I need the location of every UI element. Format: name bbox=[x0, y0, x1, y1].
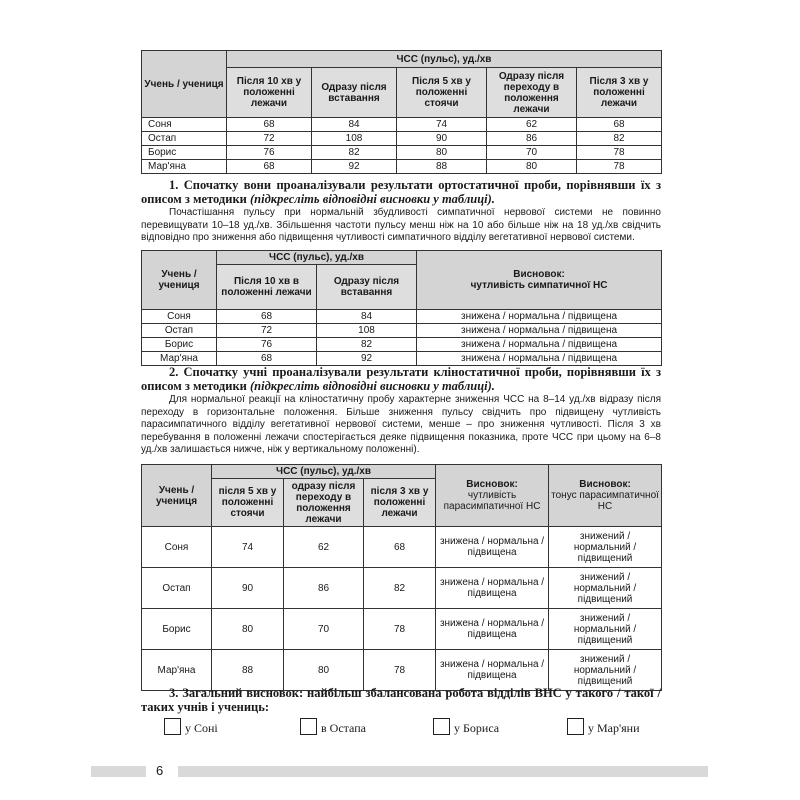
table-row bbox=[142, 118, 662, 132]
cell: 74 bbox=[212, 527, 284, 568]
footer-bar-right bbox=[178, 766, 708, 777]
heart-rate-group-header: ЧСС (пульс), уд./хв bbox=[212, 465, 436, 479]
student-name: Мар'яна bbox=[142, 352, 217, 366]
cell: 68 bbox=[364, 527, 436, 568]
cell: 80 bbox=[397, 146, 487, 160]
checkbox-icon[interactable] bbox=[300, 718, 317, 735]
table-orthostatic-conclusion bbox=[141, 250, 662, 366]
cell: 86 bbox=[284, 568, 364, 609]
sensitivity-options[interactable]: знижена / нормальна / підвищена bbox=[436, 568, 549, 609]
column-header: Одразу після вставання bbox=[317, 265, 417, 310]
cell: 72 bbox=[227, 132, 312, 146]
student-name: Мар'яна bbox=[142, 160, 227, 174]
column-header: Після 5 хв у положенні стоячи bbox=[397, 68, 487, 118]
sensitivity-options[interactable]: знижена / нормальна / підвищена bbox=[436, 650, 549, 691]
student-name: Борис bbox=[142, 146, 227, 160]
cell: 62 bbox=[487, 118, 577, 132]
cell: 68 bbox=[227, 118, 312, 132]
task-1-instruction bbox=[141, 178, 661, 206]
tone-options[interactable]: знижений / нормальний / підвищений bbox=[549, 568, 662, 609]
column-header: Одразу після переходу в положення лежачи bbox=[487, 68, 577, 118]
cell: 108 bbox=[317, 324, 417, 338]
tone-options[interactable]: знижений / нормальний / підвищений bbox=[549, 609, 662, 650]
heart-rate-group-header: ЧСС (пульс), уд./хв bbox=[217, 251, 417, 265]
page-number: 6 bbox=[156, 763, 164, 778]
table-row bbox=[142, 146, 662, 160]
student-name: Соня bbox=[142, 118, 227, 132]
column-header: Одразу після вставання bbox=[312, 68, 397, 118]
cell: 86 bbox=[487, 132, 577, 146]
conclusion-subtitle: чутливість симпатичної НС bbox=[470, 280, 608, 291]
conclusion-1-subtitle: чутливість парасимпатичної НС bbox=[443, 490, 541, 512]
cell: 90 bbox=[397, 132, 487, 146]
column-header: одразу після переходу в положення лежачи bbox=[284, 479, 364, 527]
conclusion-options[interactable]: знижена / нормальна / підвищена bbox=[417, 352, 662, 366]
cell: 62 bbox=[284, 527, 364, 568]
cell: 78 bbox=[364, 609, 436, 650]
cell: 92 bbox=[317, 352, 417, 366]
student-name: Соня bbox=[142, 527, 212, 568]
cell: 82 bbox=[364, 568, 436, 609]
cell: 78 bbox=[577, 146, 662, 160]
option-borys[interactable] bbox=[433, 718, 499, 736]
option-label: в Остапа bbox=[321, 721, 366, 735]
cell: 80 bbox=[212, 609, 284, 650]
option-mariana[interactable] bbox=[567, 718, 640, 736]
column-header: після 3 хв у положенні лежачи bbox=[364, 479, 436, 527]
task-1-text: 1. Спочатку вони проаналізували результати ортостатичної проби, порівнявши їх з описом з методики bbox=[141, 178, 661, 206]
table-row bbox=[142, 352, 662, 366]
table-row bbox=[142, 310, 662, 324]
task-2-text: 2. Спочатку учні проаналізували результати кліностатичної проби, порівнявши їх з описом з методики bbox=[141, 365, 661, 393]
cell: 88 bbox=[397, 160, 487, 174]
cell: 88 bbox=[212, 650, 284, 691]
student-header: Учень / учениця bbox=[142, 465, 212, 527]
cell: 82 bbox=[317, 338, 417, 352]
table-row bbox=[142, 527, 662, 568]
conclusion-options[interactable]: знижена / нормальна / підвищена bbox=[417, 310, 662, 324]
task-1-method-note: Почастішання пульсу при нормальній збудливості симпатичної нервової системи не повинно перевищувати 10–18 уд./хв. Збільшення частоти пульсу менш ніж на 10 або більше ніж на 18 уд./хв свідчить відповідно про зниження або підвищення чутливості симпатичного відділу вегетативної нервової системи. bbox=[141, 207, 661, 244]
student-name: Остап bbox=[142, 568, 212, 609]
table-row bbox=[142, 132, 662, 146]
column-header: після 5 хв у положенні стоячи bbox=[212, 479, 284, 527]
option-sonia[interactable] bbox=[164, 718, 218, 736]
footer-bar-left bbox=[91, 766, 146, 777]
cell: 82 bbox=[577, 132, 662, 146]
cell: 80 bbox=[487, 160, 577, 174]
cell: 90 bbox=[212, 568, 284, 609]
cell: 80 bbox=[284, 650, 364, 691]
sensitivity-options[interactable]: знижена / нормальна / підвищена bbox=[436, 527, 549, 568]
student-name: Соня bbox=[142, 310, 217, 324]
conclusion-title: Висновок: bbox=[513, 269, 565, 280]
cell: 68 bbox=[227, 160, 312, 174]
student-name: Борис bbox=[142, 338, 217, 352]
conclusion-options[interactable]: знижена / нормальна / підвищена bbox=[417, 338, 662, 352]
cell: 68 bbox=[577, 118, 662, 132]
conclusion-options[interactable]: знижена / нормальна / підвищена bbox=[417, 324, 662, 338]
student-name: Остап bbox=[142, 324, 217, 338]
column-header: Після 10 хв у положенні лежачи bbox=[227, 68, 312, 118]
tone-options[interactable]: знижений / нормальний / підвищений bbox=[549, 527, 662, 568]
table-row bbox=[142, 650, 662, 691]
column-header: Після 10 хв в положенні лежачи bbox=[217, 265, 317, 310]
conclusion-2-subtitle: тонус парасимпатичної НС bbox=[551, 490, 659, 512]
conclusion-2-title: Висновок: bbox=[579, 479, 631, 490]
student-header: Учень / учениця bbox=[142, 251, 217, 310]
cell: 84 bbox=[317, 310, 417, 324]
tone-options[interactable]: знижений / нормальний / підвищений bbox=[549, 650, 662, 691]
sensitivity-options[interactable]: знижена / нормальна / підвищена bbox=[436, 609, 549, 650]
cell: 78 bbox=[364, 650, 436, 691]
cell: 78 bbox=[577, 160, 662, 174]
column-header: Після 3 хв у положенні лежачи bbox=[577, 68, 662, 118]
table-row bbox=[142, 568, 662, 609]
table-orthostatic-full bbox=[141, 50, 662, 174]
checkbox-icon[interactable] bbox=[567, 718, 584, 735]
cell: 84 bbox=[312, 118, 397, 132]
task-2-italic: (підкресліть відповідні висновки у таблиці). bbox=[249, 379, 495, 393]
cell: 68 bbox=[217, 352, 317, 366]
cell: 108 bbox=[312, 132, 397, 146]
table-row bbox=[142, 609, 662, 650]
student-name: Остап bbox=[142, 132, 227, 146]
cell: 76 bbox=[227, 146, 312, 160]
task-2-method-note: Для нормальної реакції на кліностатичну пробу характерне зниження ЧСС на 8–14 уд./хв відразу після переходу в горизонтальне положення. Більше зниження пульсу свідчить про підвищену чутливість парасимпатичного відділу вегетативної нервової системи, менше – про зниження чутливості. Після 3 хв перебування в положенні лежачи спостерігається деяке підвищення показника, проте ЧСС при цьому на 6–8 уд./хв залишається нижче, ніж у вертикальному положенні). bbox=[141, 394, 661, 456]
conclusion-1-header bbox=[436, 465, 549, 527]
option-ostap[interactable] bbox=[300, 718, 366, 736]
option-label: у Соні bbox=[185, 721, 218, 735]
cell: 70 bbox=[487, 146, 577, 160]
task-1-italic: (підкресліть відповідні висновки у таблиці). bbox=[249, 192, 495, 206]
cell: 76 bbox=[217, 338, 317, 352]
cell: 68 bbox=[217, 310, 317, 324]
student-name: Мар'яна bbox=[142, 650, 212, 691]
table-clinostatic-conclusion bbox=[141, 464, 662, 691]
checkbox-icon[interactable] bbox=[433, 718, 450, 735]
conclusion-header bbox=[417, 251, 662, 310]
task-2-instruction bbox=[141, 365, 661, 393]
table-row bbox=[142, 338, 662, 352]
table-row bbox=[142, 160, 662, 174]
cell: 82 bbox=[312, 146, 397, 160]
student-header: Учень / учениця bbox=[142, 51, 227, 118]
table-row bbox=[142, 324, 662, 338]
conclusion-1-title: Висновок: bbox=[466, 479, 518, 490]
student-name: Борис bbox=[142, 609, 212, 650]
cell: 92 bbox=[312, 160, 397, 174]
conclusion-2-header bbox=[549, 465, 662, 527]
cell: 72 bbox=[217, 324, 317, 338]
task-3-instruction: 3. Загальний висновок: найбільш збалансована робота відділів ВНС у такого / такої / таких учнів і учениць: bbox=[141, 686, 661, 714]
heart-rate-group-header: ЧСС (пульс), уд./хв bbox=[227, 51, 662, 68]
checkbox-icon[interactable] bbox=[164, 718, 181, 735]
option-label: у Мар'яни bbox=[588, 721, 640, 735]
cell: 74 bbox=[397, 118, 487, 132]
cell: 70 bbox=[284, 609, 364, 650]
option-label: у Бориса bbox=[454, 721, 500, 735]
